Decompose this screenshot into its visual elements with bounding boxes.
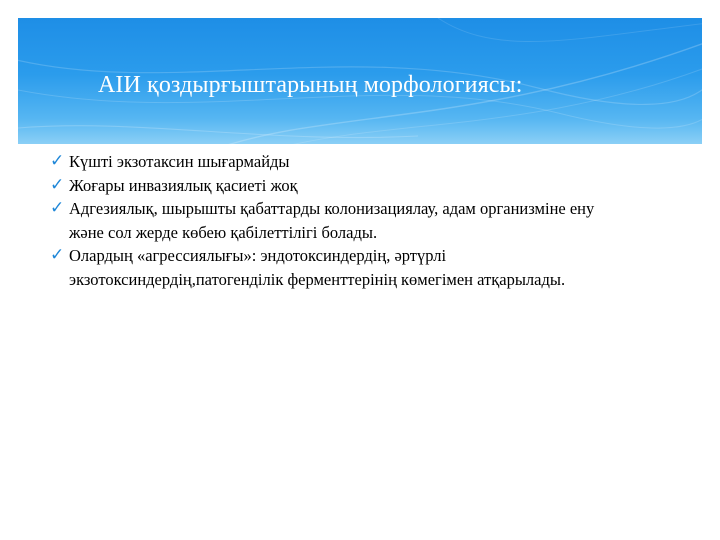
list-item: [50, 174, 630, 198]
bullet-list: [50, 150, 630, 291]
bullet-text: Күшті экзотаксин шығармайды: [69, 152, 290, 171]
list-item: [50, 197, 630, 244]
bullet-text: Адгезиялық, шырышты қабаттарды колонизациялау, адам организміне ену және сол жерде көбею қабілеттілігі болады.: [69, 199, 595, 242]
check-icon: ✓: [50, 174, 65, 195]
slide-title: АІИ қоздырғыштарының морфологиясы:: [98, 72, 523, 98]
bullet-text: Жоғары инвазиялық қасиеті жоқ: [69, 175, 298, 195]
list-item: [50, 244, 630, 291]
list-item: [50, 150, 630, 174]
check-icon: ✓: [50, 198, 65, 218]
check-icon: ✓: [50, 245, 65, 265]
bullet-text: Олардың «агрессиялығы»: эндотоксиндердің, әртүрлі экзотоксиндердің,патогенділік ферменттерінің көмегімен атқарылады.: [69, 246, 566, 289]
header-band: [18, 18, 702, 144]
check-icon: ✓: [50, 151, 65, 171]
